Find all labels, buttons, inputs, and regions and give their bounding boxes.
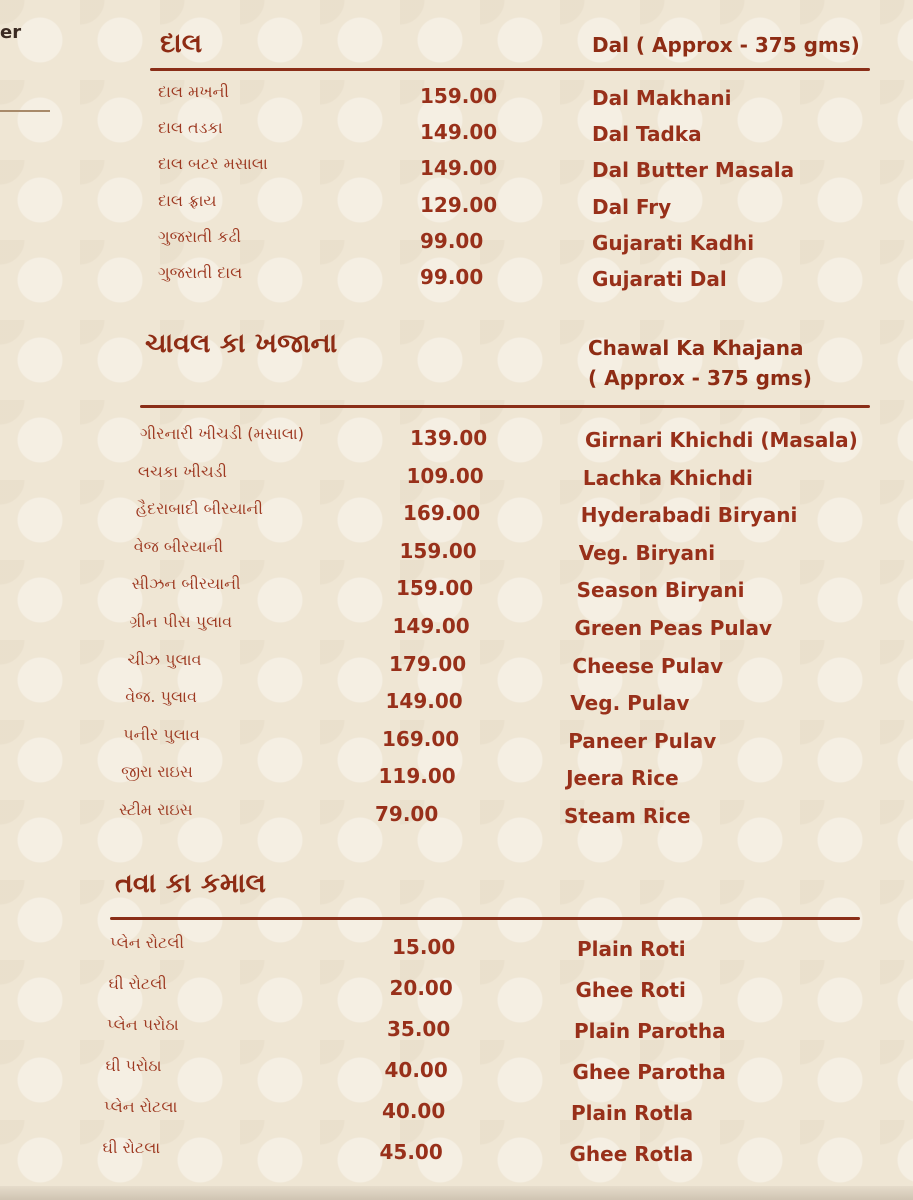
menu-item-row (0, 82, 913, 118)
item-name-gujarati: પનીર પુલાવ (123, 724, 200, 744)
item-name-gujarati: વેજ બીરયાની (133, 536, 224, 556)
section-title-gujarati: દાલ (160, 28, 203, 59)
item-price: 129.00 (420, 192, 498, 217)
item-name-gujarati: સીઝન બીરયાની (131, 574, 241, 594)
section-title-gujarati: ચાવલ કા ખજાના (145, 328, 338, 359)
menu-item-row (0, 762, 913, 798)
item-name-gujarati: જીરા રાઇસ (121, 762, 193, 782)
item-name-gujarati: સ્ટીમ રાઇસ (119, 800, 193, 819)
item-name-gujarati: હૈદરાબાદી બીરયાની (135, 499, 263, 519)
item-price: 20.00 (389, 976, 453, 1000)
item-price: 40.00 (382, 1099, 446, 1123)
item-name-english: Veg. Biryani (578, 540, 716, 565)
menu-item-row (0, 1056, 913, 1092)
item-price: 40.00 (384, 1058, 448, 1082)
item-name-english: Veg. Pulav (570, 691, 690, 716)
section-title-english: Dal ( Approx - 375 gms) (592, 33, 860, 57)
item-name-gujarati: વેજ. પુલાવ (125, 687, 197, 707)
item-name-gujarati: દાલ મખની (158, 82, 229, 101)
section-divider (150, 68, 870, 71)
item-name-english: Steam Rice (564, 804, 691, 828)
item-name-gujarati: દાલ બટર મસાલા (158, 154, 268, 174)
item-price: 99.00 (420, 228, 484, 253)
item-name-gujarati: ઘી રોટલા (102, 1138, 161, 1157)
item-price: 169.00 (403, 501, 481, 526)
item-name-english: Green Peas Pulav (574, 616, 772, 640)
item-price: 15.00 (392, 935, 456, 959)
item-price: 119.00 (378, 764, 456, 789)
menu-item-row (0, 537, 913, 573)
item-price: 79.00 (375, 802, 439, 826)
menu-item-row (0, 1138, 913, 1174)
item-name-english: Season Biryani (576, 578, 745, 603)
menu-item-row (0, 462, 913, 498)
menu-item-row (0, 687, 913, 723)
item-price: 159.00 (420, 84, 498, 108)
item-name-english: Ghee Roti (575, 978, 686, 1002)
item-name-english: Plain Parotha (574, 1019, 726, 1043)
item-name-gujarati: પ્લેન રોટલા (104, 1097, 178, 1116)
section-divider (140, 405, 870, 408)
menu-item-row (0, 227, 913, 263)
item-price: 179.00 (389, 651, 467, 676)
item-price: 159.00 (399, 538, 477, 563)
item-name-english: Gujarati Dal (592, 267, 727, 291)
menu-item-row (0, 574, 913, 610)
item-name-english: Dal Butter Masala (592, 158, 795, 183)
item-name-english: Plain Roti (577, 937, 686, 961)
item-name-gujarati: ચીઝ પુલાવ (127, 649, 202, 669)
page-bottom-edge (0, 1186, 913, 1200)
item-price: 35.00 (387, 1017, 451, 1041)
item-price: 109.00 (406, 463, 484, 488)
item-name-english: Gujarati Kadhi (592, 230, 755, 255)
menu-item-row (0, 974, 913, 1010)
item-price: 45.00 (379, 1140, 443, 1164)
menu-item-row (0, 800, 913, 836)
menu-item-row (0, 154, 913, 190)
menu-item-row (0, 424, 913, 460)
item-name-gujarati: ગ્રીન પીસ પુલાવ (129, 612, 233, 631)
item-name-gujarati: ગુજરાતી દાલ (158, 263, 243, 282)
menu-item-row (0, 263, 913, 299)
section-divider (110, 917, 860, 920)
item-name-gujarati: ગુજરાતી કઢી (158, 226, 242, 246)
section-title-gujarati: તવા કા કમાલ (115, 868, 266, 899)
item-name-english: Hyderabadi Biryani (580, 503, 798, 528)
cut-off-edge-text: er (0, 22, 22, 43)
item-price: 149.00 (392, 614, 470, 638)
item-name-gujarati: દાલ તડકા (158, 118, 223, 138)
item-name-english: Cheese Pulav (572, 653, 724, 678)
menu-item-row (0, 1015, 913, 1051)
item-price: 169.00 (382, 726, 460, 751)
item-name-english: Plain Rotla (571, 1101, 694, 1125)
item-price: 149.00 (420, 156, 498, 181)
item-name-gujarati: પ્લેન પરોઠા (107, 1015, 179, 1034)
item-price: 159.00 (396, 576, 474, 601)
menu-item-row (0, 1097, 913, 1133)
item-name-english: Ghee Rotla (569, 1142, 694, 1166)
item-name-gujarati: પ્લેન રોટલી (110, 933, 185, 952)
section-title-english: Chawal Ka Khajana ( Approx - 375 gms) (588, 336, 812, 390)
item-name-english: Paneer Pulav (568, 728, 717, 753)
item-price: 149.00 (385, 689, 463, 714)
item-price: 149.00 (420, 120, 498, 145)
item-name-english: Ghee Parotha (572, 1060, 726, 1084)
item-name-english: Jeera Rice (566, 766, 679, 791)
item-name-english: Lachka Khichdi (582, 465, 753, 490)
item-name-gujarati: લચકા ખીચડી (137, 461, 227, 481)
item-name-gujarati: ગીરનારી ખીચડી (મસાલા) (140, 424, 304, 443)
item-name-english: Girnari Khichdi (Masala) (585, 428, 858, 452)
item-name-english: Dal Fry (592, 194, 672, 219)
menu-item-row (0, 612, 913, 648)
menu-item-row (0, 725, 913, 761)
item-name-english: Dal Tadka (592, 122, 702, 147)
menu-item-row (0, 650, 913, 686)
menu-item-row (0, 933, 913, 969)
item-price: 99.00 (420, 265, 484, 289)
item-name-gujarati: ઘી રોટલી (108, 974, 167, 993)
item-name-english: Dal Makhani (592, 86, 732, 110)
item-name-gujarati: દાલ ફ્રાય (158, 190, 217, 210)
item-name-gujarati: ઘી પરોઠા (105, 1056, 162, 1075)
menu-item-row (0, 499, 913, 535)
item-price: 139.00 (410, 426, 488, 450)
menu-item-row (0, 191, 913, 227)
menu-item-row (0, 118, 913, 154)
